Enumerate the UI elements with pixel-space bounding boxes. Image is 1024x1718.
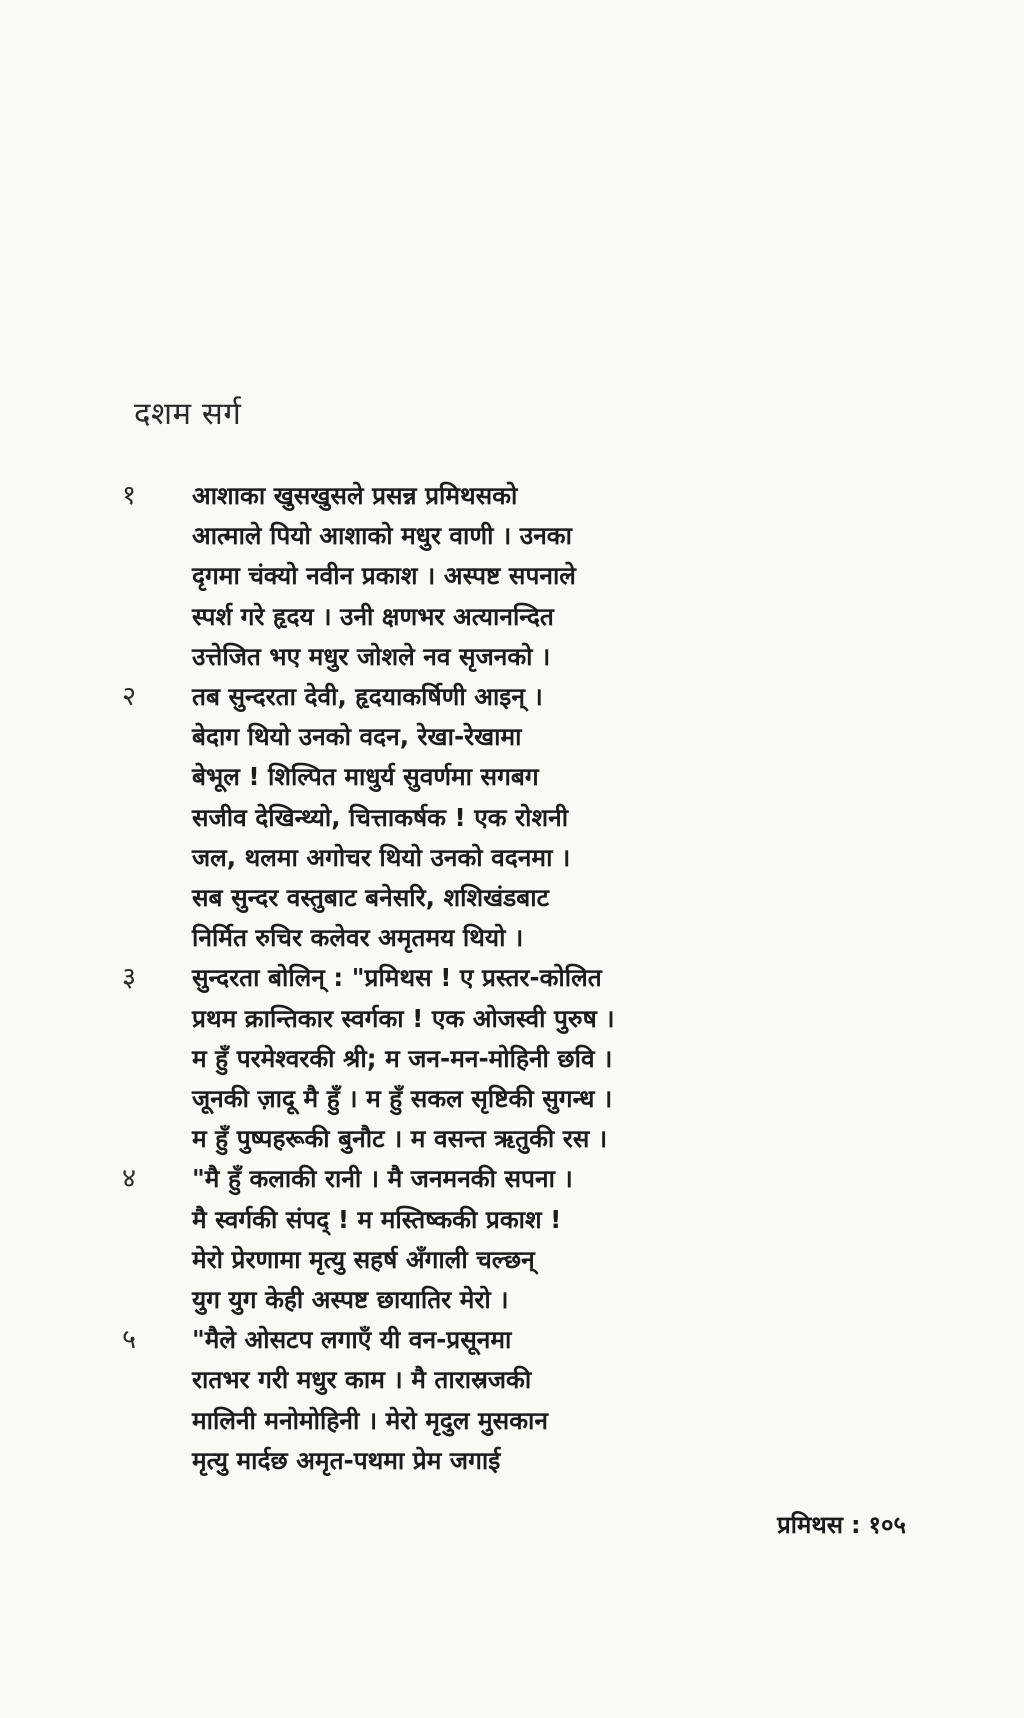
verse-line: प्रथम क्रान्तिकार स्वर्गका ! एक ओजस्वी पुरुष । — [192, 1003, 615, 1033]
verse-line: स्पर्श गरे हृदय । उनी क्षणभर अत्यानन्दित — [192, 601, 554, 631]
verse-line: मृत्यु मार्दछ अमृत-पथमा प्रेम जगाई — [192, 1445, 501, 1475]
verse-line: निर्मित रुचिर कलेवर अमृतमय थियो । — [192, 923, 524, 953]
verse-line: बेदाग थियो उनको वदन, रेखा-रेखामा — [192, 722, 522, 752]
verse-line: मेरो प्रेरणामा मृत्यु सहर्ष अँगाली चल्छन् — [192, 1244, 535, 1274]
verse-line: युग युग केही अस्पष्ट छायातिर मेरो । — [192, 1285, 509, 1315]
page-footer — [777, 1508, 906, 1541]
chapter-title: दशम सर्ग — [134, 396, 242, 432]
verse-line: सजीव देखिन्थ्यो, चित्ताकर्षक ! एक रोशनी — [192, 802, 569, 832]
verse-line: आशाका खुसखुसले प्रसन्न प्रमिथसको — [192, 481, 518, 510]
stanza-4 — [122, 1159, 722, 1320]
stanza-number: ५ — [122, 1324, 137, 1356]
verse-line: "मै हुँ कलाकी रानी । मै जनमनकी सपना । — [192, 1164, 573, 1194]
poem-body — [122, 476, 722, 1481]
footer-separator: : — [850, 1511, 861, 1539]
verse-line: दृगमा चंक्यो नवीन प्रकाश । अस्पष्ट सपनाले — [192, 561, 576, 591]
verse-line: सब सुन्दर वस्तुबाट बनेसरि, शशिखंडबाट — [192, 883, 549, 913]
verse-line: उत्तेजित भए मधुर जोशले नव सृजनको । — [192, 641, 551, 671]
stanza-2 — [122, 677, 722, 958]
verse-line: जल, थलमा अगोचर थियो उनको वदनमा । — [192, 842, 571, 872]
stanza-1 — [122, 476, 722, 677]
verse-line: म हुँ पुष्पहरूकी बुनौट । म वसन्त ऋतुकी रस । — [192, 1124, 608, 1154]
stanza-5 — [122, 1320, 722, 1481]
page-number: १०५ — [868, 1511, 906, 1539]
stanza-number: १ — [122, 480, 137, 511]
verse-line: बेभूल ! शिल्पित माधुर्य सुवर्णमा सगबग — [192, 762, 539, 792]
stanza-number: २ — [122, 681, 137, 713]
verse-line: रातभर गरी मधुर काम । मै तारास्रजकी — [192, 1365, 532, 1395]
verse-line: आत्माले पियो आशाको मधुर वाणी । उनका — [192, 521, 572, 551]
running-title: प्रमिथस — [777, 1511, 843, 1539]
verse-line: म हुँ परमेश्वरकी श्री; म जन-मन-मोहिनी छवि । — [192, 1043, 613, 1073]
verse-line: मालिनी मनोमोहिनी । मेरो मृदुल मुसकान — [192, 1405, 548, 1435]
stanza-number: ३ — [122, 962, 137, 994]
verse-line: "मैले ओसटप लगाएँ यी वन-प्रसूनमा — [192, 1325, 512, 1355]
stanza-number: ४ — [122, 1163, 137, 1195]
verse-line: जूनकी ज़ादू मै हुँ । म हुँ सकल सृष्टिकी सुगन्ध । — [192, 1084, 613, 1114]
verse-line: तब सुन्दरता देवी, हृदयाकर्षिणी आइन् । — [192, 682, 543, 712]
verse-line: सुन्दरता बोलिन् : "प्रमिथस ! ए प्रस्तर-कोलित — [192, 963, 602, 993]
verse-line: मै स्वर्गकी संपद् ! म मस्तिष्ककी प्रकाश ! — [192, 1204, 562, 1234]
stanza-3 — [122, 958, 722, 1159]
